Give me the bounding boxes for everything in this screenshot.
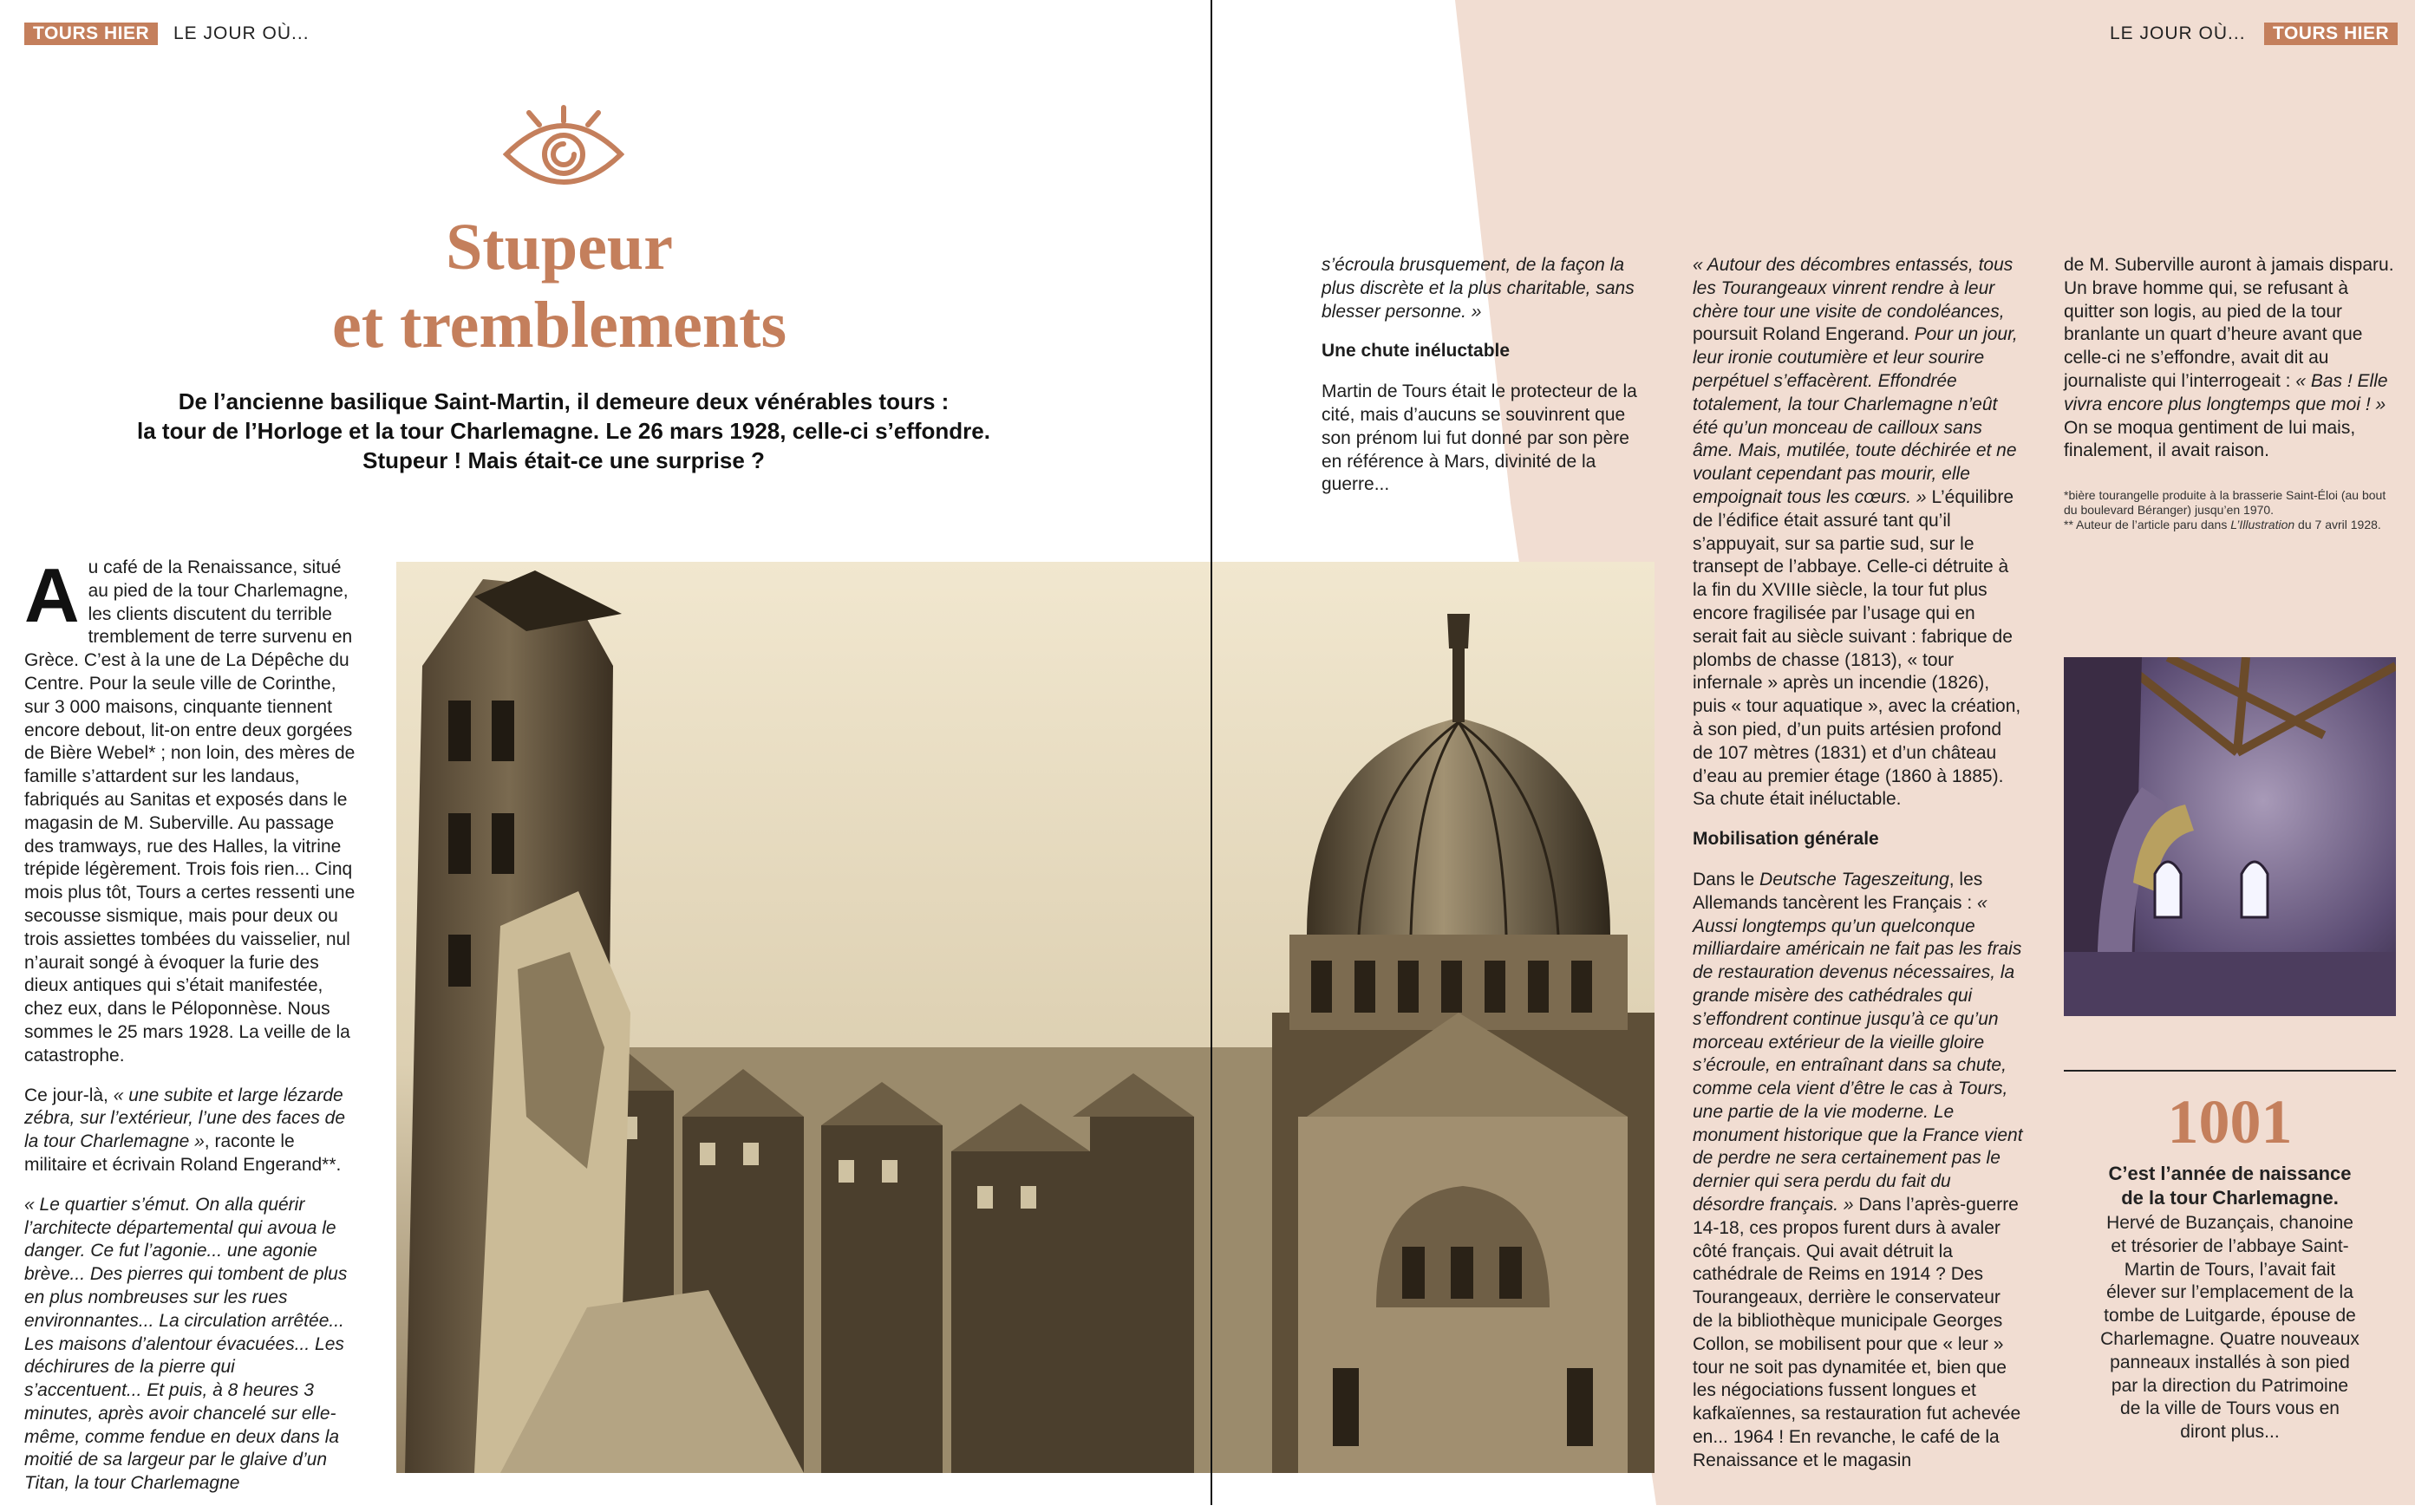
tower-interior-photo: [2064, 657, 2396, 1016]
box-line: tombe de Luitgarde, épouse de: [2104, 1306, 2356, 1326]
box-line: Charlemagne. Quatre nouveaux: [2100, 1328, 2360, 1349]
col2-paragraph: Martin de Tours était le protecteur de la cité, mais d’aucuns se souvinrent que son prénom lui fut donné par son père en référence à Mars, divinité de la guerre...: [1322, 381, 1637, 495]
footnotes: [2064, 488, 2396, 532]
subheading-chute: Une chute inéluctable: [1322, 341, 1511, 362]
article-column-3: [1693, 254, 2024, 1489]
col3-p2-a: Dans le: [1693, 869, 1760, 890]
title-line-2: et tremblements: [331, 289, 787, 362]
col4-quote: « Bas ! Elle vivra encore plus longtemps que moi ! »: [2064, 370, 2388, 414]
col4-p1-c: On se moqua gentiment de lui mais, finalement, il avait raison.: [2064, 417, 2356, 461]
col3-attribution: poursuit Roland Engerand.: [1693, 324, 1915, 345]
col1-p2-intro: Ce jour-là,: [24, 1085, 114, 1105]
article-column-1: [24, 552, 357, 1512]
box-subtitle: [2064, 1162, 2396, 1210]
col3-newspaper: Deutsche Tageszeitung: [1759, 869, 1949, 890]
col1-quote: « Le quartier s’émut. On alla quérir l’architecte départemental qui avoua le danger. Ce fut l’agonie... une agonie brève... Des pierres qui tombent de plus en plus nombreuses sur les rues environnantes... La circulation arrêtée... Les maisons d’alentour évacuées... Les déchirures de la pierre qui s’accentuent... Et puis, à 8 heures 3 minutes, après avoir chancelé sur elle-même, comme fendue en deux dans la moitié de sa largeur par le glaive d’un Titan, la tour Charlemagne: [24, 1194, 348, 1494]
box-line: Hervé de Buzançais, chanoine: [2106, 1213, 2353, 1233]
title-line-1: Stupeur: [446, 211, 673, 284]
box-subtitle-line-2: de la tour Charlemagne.: [2121, 1187, 2339, 1209]
box-line: élever sur l’emplacement de la: [2106, 1282, 2353, 1303]
article-column-4: [2064, 254, 2396, 479]
col2-quote-end: s’écroula brusquement, de la façon la plus discrète et la plus charitable, sans blesser personne. »: [1322, 255, 1635, 322]
col3-p2-c: , les Allemands tancèrent les Français :: [1693, 869, 1983, 913]
section-tag-right: TOURS HIER: [2264, 23, 2398, 45]
col4-p1-a: de M. Suberville auront à jamais disparu. Un brave homme qui, se refusant à quitter son logis, au pied de la tour branlante un quart d’heure avant que celle-ci ne s’effondre, avait dit au journaliste qui l’interrogeait :: [2064, 255, 2394, 391]
lead-line-2: la tour de l’Horloge et la tour Charlemagne. Le 26 mars 1928, celle-ci s’effondre.: [137, 418, 990, 444]
footnote-2-date: du 7 avril 1928.: [2294, 518, 2381, 531]
section-tag-left: TOURS HIER: [24, 23, 158, 45]
box-line: diront plus...: [2180, 1422, 2280, 1443]
box-line: panneaux installés à son pied: [2110, 1352, 2350, 1372]
collapsed-tower-photo: [396, 562, 1655, 1473]
footnote-1: *bière tourangelle produite à la brasserie Saint-Éloi (au bout du boulevard Béranger) jusqu’en 1970.: [2064, 488, 2386, 517]
col1-p2-quote: « une subite et large lézarde zébra, sur l’extérieur, l’une des faces de la tour Charlemagne »: [24, 1085, 346, 1152]
col1-p2-end: , raconte le militaire et écrivain Roland Engerand**.: [24, 1131, 342, 1175]
col1-paragraph-1: u café de la Renaissance, situé au pied de la tour Charlemagne, les clients discutent du terrible tremblement de terre survenu en Grèce. C’est à la une de La Dépêche du Centre. Pour la seule ville de Corinthe, sur 3 000 maisons, cinquante tiennent encore debout, lit-on entre deux gorgées de Bière Webel* ; non loin, des mères de famille s’attardent sur les landaus, fabriqués au Sanitas et exposés dans le magasin de M. Suberville. Au passage des tramways, rue des Halles, la vitrine trépide légèrement. Trois fois rien... Cinq mois plus tôt, Tours a certes ressenti une secousse sismique, mais pour deux ou trois assiettes tombées du vaisselier, nul n’aurait songé à évoquer la furie des dieux antiques qui s’était manifestée, chez eux, dans le Péloponnèse. Nous sommes le 25 mars 1928. La veille de la catastrophe.: [24, 557, 356, 1066]
box-subtitle-line-1: C’est l’année de naissance: [2108, 1163, 2352, 1184]
box-line: et trésorier de l’abbaye Saint-: [2111, 1235, 2349, 1256]
lead-line-1: De l’ancienne basilique Saint-Martin, il demeure deux vénérables tours :: [178, 388, 950, 414]
box-number: 1001: [2167, 1087, 2293, 1157]
box-line: Martin de Tours, l’avait fait: [2124, 1259, 2336, 1280]
box-divider: [2064, 1070, 2396, 1072]
article-title: [173, 208, 945, 364]
eye-icon: [503, 104, 624, 186]
drop-cap: A: [24, 552, 80, 638]
footnote-2-magazine: L’Illustration: [2230, 518, 2295, 531]
col3-p2-e: Dans l’après-guerre 14-18, ces propos furent durs à avaler côté français. Qui avait détruit la cathédrale de Reims en 1914 ? Des Tourangeaux, derrière le conservateur de la bibliothèque municipale Georges Collon, se mobilisent pour que « leur » tour ne soit pas dynamitée et, bien que les négociations fussent longues et kafkaïennes, sa restauration fut achevée en... 1964 ! En revanche, le café de la Renaissance et le magasin: [1693, 1195, 2021, 1470]
subheading-mobilisation: Mobilisation générale: [1693, 829, 1879, 850]
lead-line-3: Stupeur ! Mais était-ce une surprise ?: [362, 447, 765, 473]
article-column-2: [1322, 254, 1651, 513]
col3-german-quote: « Aussi longtemps qu’un quelconque milliardaire américain ne fait pas les frais de restauration devenus nécessaires, la grande misère des cathédrales qui s’effondrent continue jusqu’à ce qu’un morceau extérieur de la vieille gloire s’écroule, en entraînant dans sa chute, comme cela vient d’être le cas à Tours, une partie de la vie moderne. Le monument historique que la France vient de perdre ne sera certainement pas le dernier qui sera perdu du fait du désordre français. »: [1693, 892, 2023, 1215]
col3-quote-b: Pour un jour, leur ironie coutumière et leur sourire perpétuel s’effacèrent. Effondrée totalement, la tour Charlemagne n’eût été qu’un monceau de cailloux sans âme. Mais, mutilée, toute déchirée et ne voulant cependant pas mourir, elle empoignait tous les cœurs. »: [1693, 324, 2018, 507]
rubric-left: LE JOUR OÙ...: [173, 23, 310, 43]
rubric-right: LE JOUR OÙ...: [2110, 23, 2246, 43]
page-gutter: [1211, 0, 1212, 1505]
col3-paragraph-1: L’équilibre de l’édifice était assuré tant qu’il s’appuyait, sur sa partie sud, sur le transept de l’abbaye. Celle-ci détruite à la fin du XVIIIe siècle, la tour fut plus encore fragilisée par l’usage qui en serait fait au siècle suivant : fabrique de plombs de chasse (1813), « tour infernale » après un incendie (1826), puis « tour aquatique », avec la création, à son pied, d’un puits artésien profond de 107 mètres (1831) et d’un château d’eau au premier étage (1860 à 1885). Sa chute était inéluctable.: [1693, 486, 2021, 810]
col3-quote-a: « Autour des décombres entassés, tous les Tourangeaux vinrent rendre à leur chère tour une visite de condoléances,: [1693, 255, 2014, 322]
footnote-2: ** Auteur de l’article paru dans: [2064, 518, 2231, 531]
box-text: [2064, 1212, 2396, 1444]
article-lead: [52, 387, 1075, 475]
box-line: par la direction du Patrimoine: [2111, 1375, 2349, 1396]
box-line: de la ville de Tours vous en: [2120, 1398, 2340, 1419]
